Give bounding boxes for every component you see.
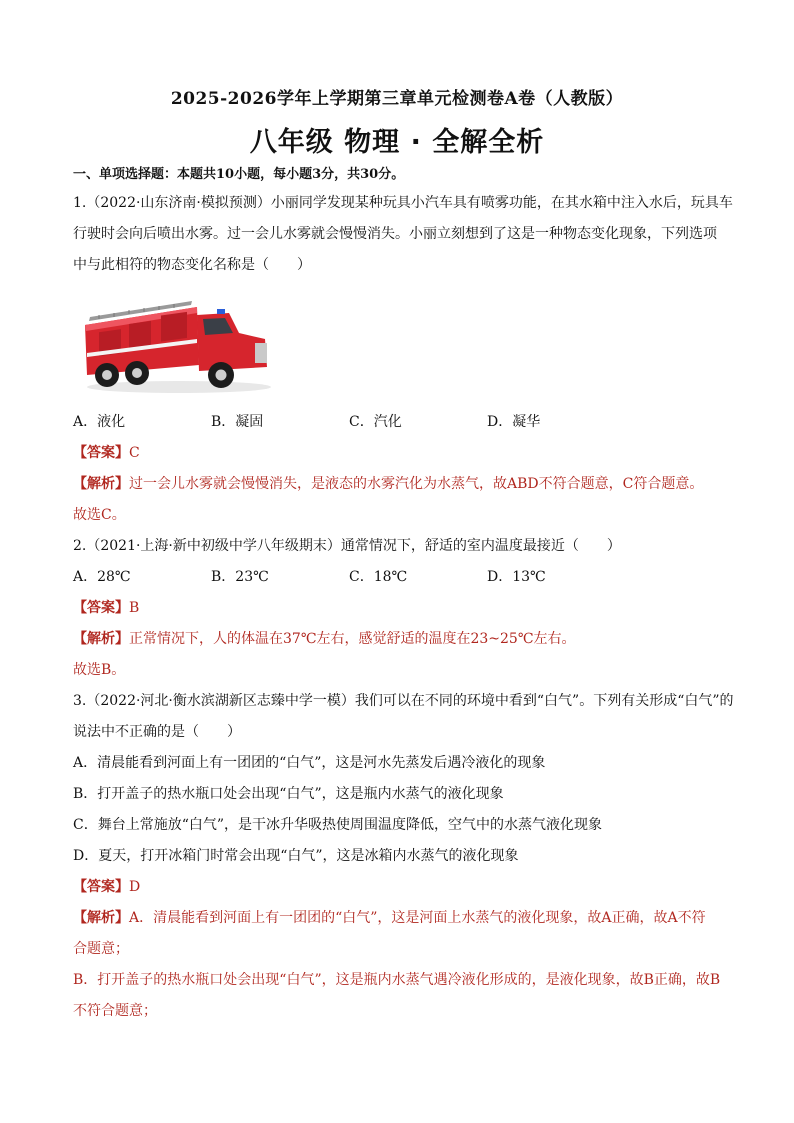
q3-option-c: C．舞台上常施放“白气”，是干冰升华吸热使周围温度降低，空气中的水蒸气液化现象 <box>73 817 603 833</box>
q3-analysis-line-4: 不符合题意； <box>73 1003 157 1019</box>
q2-stem: 2.（2021·上海·新中初级中学八年级期末）通常情况下，舒适的室内温度最接近（ ） <box>73 538 621 554</box>
q2-answer-value: B <box>129 600 140 616</box>
q3-stem-line-2: 说法中不正确的是（ ） <box>73 724 241 740</box>
page-title: 2025-2026学年上学期第三章单元检测卷A卷（人教版） <box>170 89 624 109</box>
q3-analysis-line-2: 合题意； <box>73 941 129 957</box>
q1-analysis <box>73 469 723 500</box>
q1-conclusion: 故选C。 <box>73 507 126 523</box>
q3-answer-value: D <box>129 879 141 895</box>
q3-analysis-line-1 <box>73 903 723 934</box>
q1-stem-line-1: 1.（2022·山东济南·模拟预测）小丽同学发现某种玩具小汽车具有喷雾功能，在其水箱中注入水后，玩具车 <box>73 195 733 211</box>
q3-option-a: A．清晨能看到河面上有一团团的“白气”，这是河水先蒸发后遇冷液化的现象 <box>73 755 546 771</box>
q1-stem-line-3: 中与此相符的物态变化名称是（ ） <box>73 257 311 273</box>
q2-option-c: C．18℃ <box>349 569 408 585</box>
page-subtitle: 八年级 物理 · 全解全析 <box>249 127 545 158</box>
q1-answer <box>73 438 723 469</box>
q3-option-d: D．夏天，打开冰箱门时常会出现“白气”，这是冰箱内水蒸气的液化现象 <box>73 848 519 864</box>
q1-options <box>73 407 723 438</box>
q2-analysis <box>73 624 723 655</box>
q2-option-a: A．28℃ <box>73 569 131 585</box>
q3-stem-line-1: 3.（2022·河北·衡水滨湖新区志臻中学一模）我们可以在不同的环境中看到“白气”。下列有关形成“白气”的 <box>73 693 734 709</box>
q1-option-a: A．液化 <box>73 414 126 430</box>
q1-analysis-text: 过一会儿水雾就会慢慢消失，是液态的水雾汽化为水蒸气，故ABD不符合题意，C符合题意。 <box>129 476 704 492</box>
q1-option-d: D．凝华 <box>487 414 541 430</box>
q2-analysis-text: 正常情况下，人的体温在37℃左右，感觉舒适的温度在23~25℃左右。 <box>129 631 576 647</box>
q2-conclusion: 故选B。 <box>73 662 126 678</box>
q2-options <box>73 562 723 593</box>
q1-answer-value: C <box>129 445 140 461</box>
answer-label: 【答案】 <box>73 600 129 616</box>
analysis-label: 【解析】 <box>73 631 129 647</box>
analysis-label: 【解析】 <box>73 476 129 492</box>
q3-option-b: B．打开盖子的热水瓶口处会出现“白气”，这是瓶内水蒸气的液化现象 <box>73 786 504 802</box>
q1-option-c: C．汽化 <box>349 414 402 430</box>
q3-answer <box>73 872 723 903</box>
q2-answer <box>73 593 723 624</box>
section-heading: 一、单项选择题：本题共10小题，每小题3分，共30分。 <box>73 167 405 182</box>
answer-label: 【答案】 <box>73 879 129 895</box>
q3-analysis-text-1: A．清晨能看到河面上有一团团的“白气”，这是河面上水蒸气的液化现象，故A正确，故A不符 <box>129 910 706 926</box>
answer-label: 【答案】 <box>73 445 129 461</box>
q1-stem-line-2: 行驶时会向后喷出水雾。过一会儿水雾就会慢慢消失。小丽立刻想到了这是一种物态变化现象，下列选项 <box>73 226 717 242</box>
document-body <box>73 166 734 1027</box>
q2-option-b: B．23℃ <box>211 569 269 585</box>
q3-analysis-line-3: B．打开盖子的热水瓶口处会出现“白气”，这是瓶内水蒸气遇冷液化形成的，是液化现象，故B正确，故B <box>73 972 721 988</box>
toy-fire-truck-image <box>79 287 274 397</box>
q1-option-b: B．凝固 <box>211 414 264 430</box>
q2-option-d: D．13℃ <box>487 569 546 585</box>
analysis-label: 【解析】 <box>73 910 129 926</box>
